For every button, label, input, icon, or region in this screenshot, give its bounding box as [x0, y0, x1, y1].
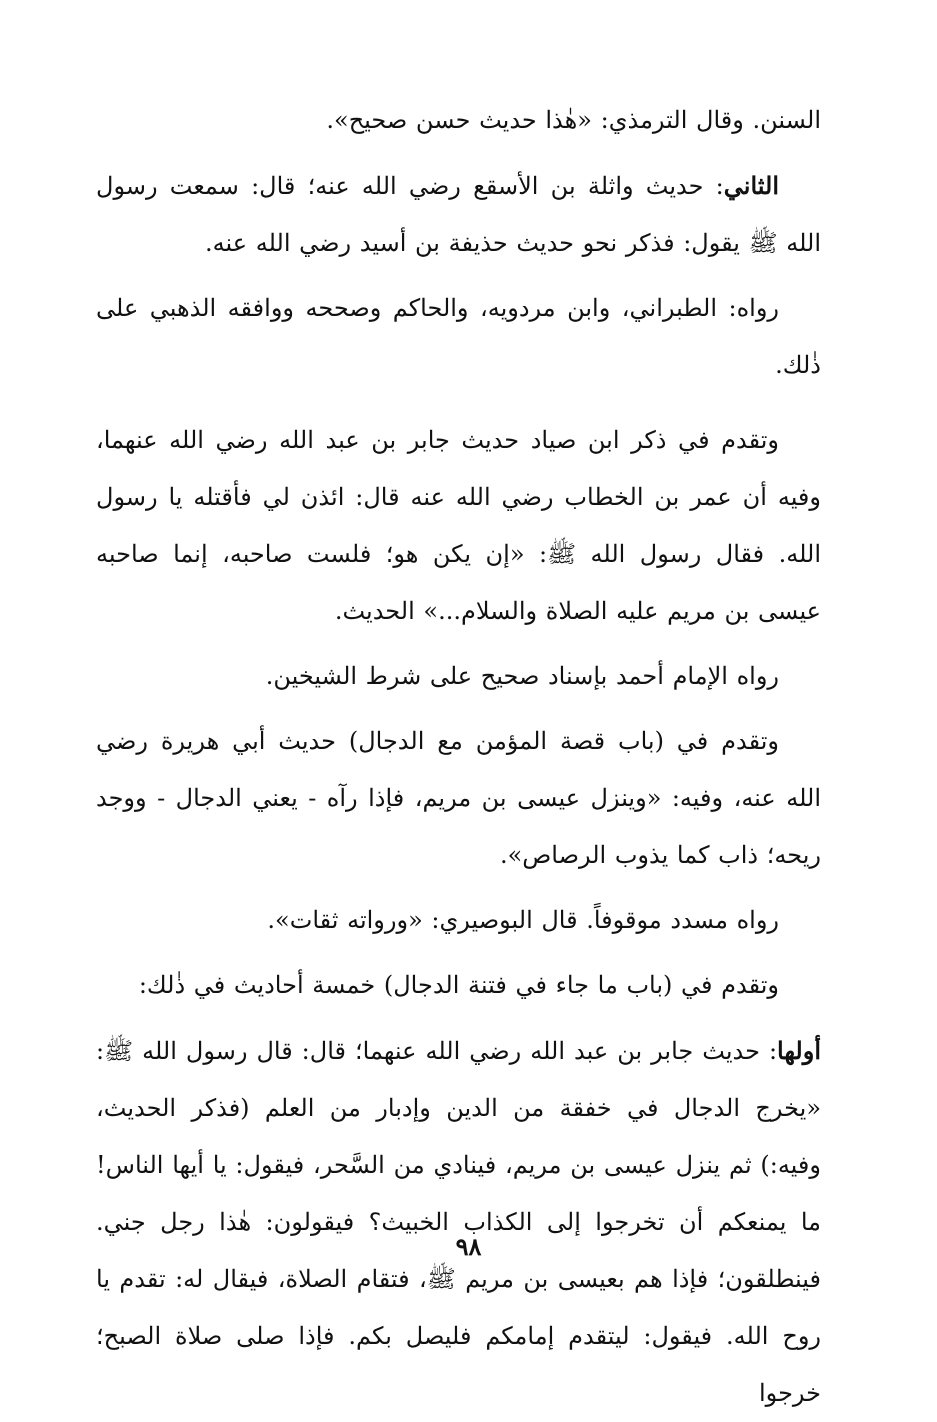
paragraph-five-hadiths — [96, 957, 821, 1014]
page-number: ٩٨ — [455, 1232, 482, 1261]
paragraph-second-hadith — [96, 157, 821, 272]
paragraph-imam-ahmad — [96, 648, 821, 705]
paragraph-text: رواه مسدد موقوفاً. قال البوصيري: «ورواته ثقات». — [267, 906, 779, 934]
paragraph-text: رواه الإمام أحمد بإسناد صحيح على شرط الشيخين. — [265, 662, 779, 690]
paragraph-text: وتقدم في (باب قصة المؤمن مع الدجال) حديث أبي هريرة رضي الله عنه، وفيه: «وينزل عيسى بن مريم، فإذا رآه - يعني الدجال - ووجد ريحه؛ ذاب كما يذوب الرصاص». — [96, 727, 822, 869]
paragraph-lead: أولها — [777, 1036, 821, 1065]
paragraph-ibn-sayyad — [96, 412, 821, 640]
paragraph-text: وتقدم في (باب ما جاء في فتنة الدجال) خمسة أحاديث في ذٰلك: — [138, 971, 779, 999]
paragraph-text: السنن. وقال الترمذي: «هٰذا حديث حسن صحيح». — [326, 106, 821, 134]
paragraph-lead: الثاني — [723, 171, 779, 200]
paragraph-text: وتقدم في ذكر ابن صياد حديث جابر بن عبد الله رضي الله عنهما، وفيه أن عمر بن الخطاب رضي الله عنه قال: ائذن لي فأقتله يا رسول الله. فقال رسول الله ﷺ: «إن يكن هو؛ فلست صاحبه، إنما صاحبه عيسى بن مريم عليه الصلاة والسلام...» الحديث. — [96, 426, 821, 625]
paragraph-first-hadith — [96, 1022, 821, 1422]
paragraph-sunan-tirmidhi — [96, 92, 821, 149]
paragraph-text: : حديث جابر بن عبد الله رضي الله عنهما؛ قال: قال رسول الله ﷺ: «يخرج الدجال في خفقة من الدين وإدبار من العلم (فذكر الحديث، وفيه:) ثم ينزل عيسى بن مريم، فينادي من السَّحر، فيقول: يا أيها الناس! ما يمنعكم أن تخرجوا إلى الكذاب الخبيث؟ فيقولون: هٰذا رجل جني. فينطلقون؛ فإذا هم بعيسى بن مريم ﷺ، فتقام الصلاة، فيقال له: تقدم يا روح الله. فيقول: ليتقدم إمامكم فليصل بكم. فإذا صلى صلاة الصبح؛ خرجوا — [96, 1037, 821, 1407]
paragraph-text: : حديث واثلة بن الأسقع رضي الله عنه؛ قال: سمعت رسول الله ﷺ يقول: فذكر نحو حديث حذيفة بن أسيد رضي الله عنه. — [96, 172, 821, 257]
paragraph-believer-dajjal — [96, 713, 821, 884]
paragraph-narrators — [96, 280, 821, 394]
paragraph-text: رواه: الطبراني، وابن مردويه، والحاكم وصححه ووافقه الذهبي على ذٰلك. — [96, 294, 821, 379]
paragraph-musaddad — [96, 892, 821, 949]
